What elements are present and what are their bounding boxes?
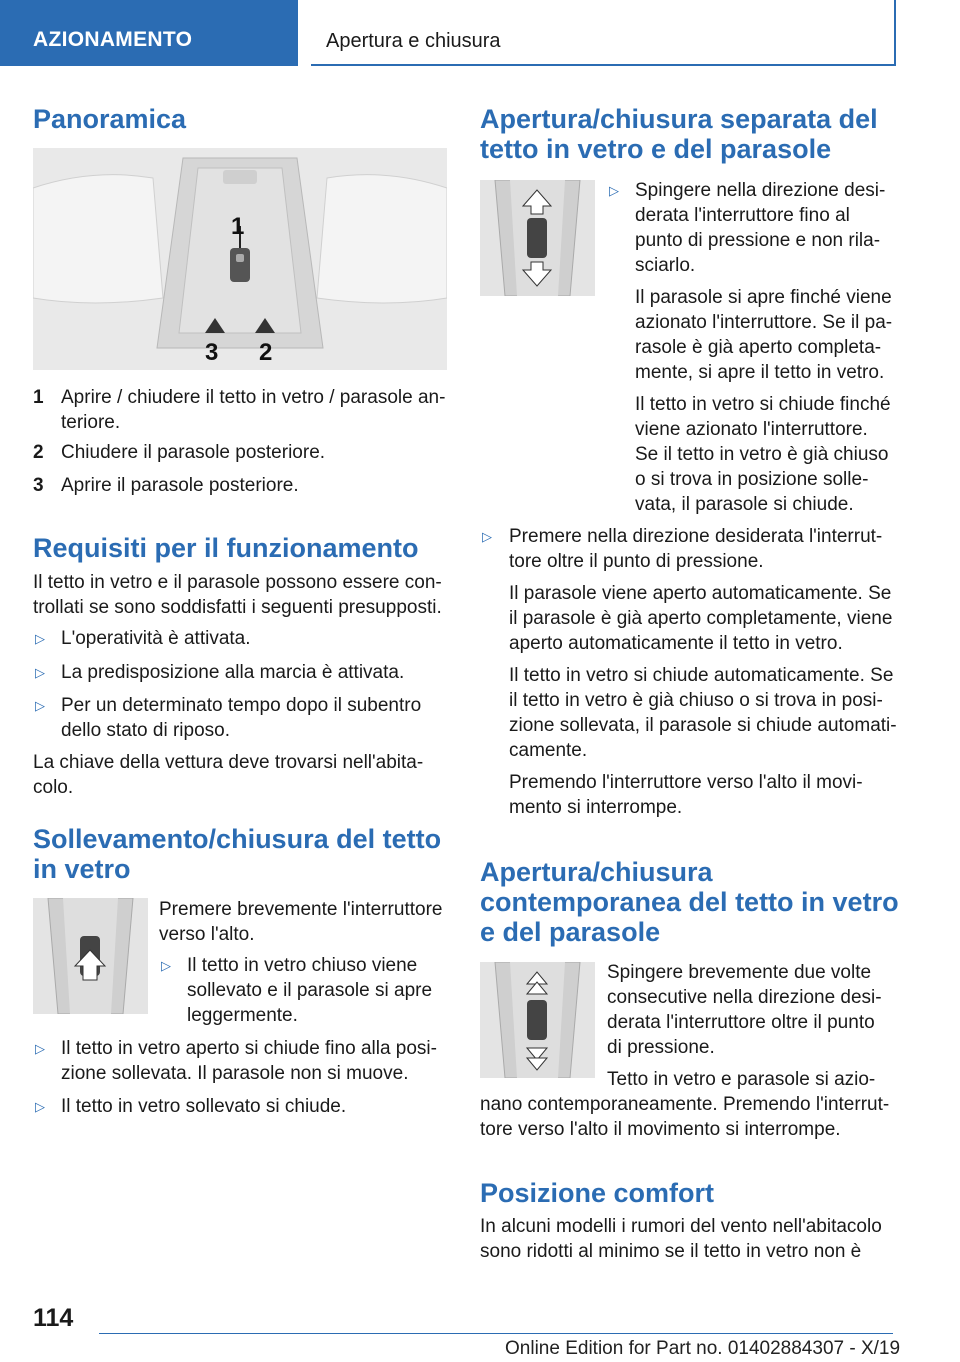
switch-double-illustration <box>480 962 595 1078</box>
page-number: 114 <box>33 1304 74 1332</box>
sollevamento-b1-3: leggermente. <box>187 1005 298 1026</box>
requisiti-bullet-2: La predisposizione alla marcia è attivata. <box>61 662 405 683</box>
switch-both-illustration <box>480 180 595 296</box>
separata-b1p2-1: Il parasole si apre finché viene <box>635 287 892 308</box>
switch-double-image <box>480 962 595 1078</box>
separata-b1-4: sciarlo. <box>635 255 696 276</box>
heading-contemporanea-3: e del parasole <box>480 917 661 947</box>
heading-comfort: Posizione comfort <box>480 1178 715 1208</box>
switch-up-image <box>33 898 148 1014</box>
item-text-2: Chiudere il parasole posteriore. <box>61 442 326 463</box>
separata-b1p2-2: azionato l'interruttore. Se il pa- <box>635 312 893 333</box>
separata-b2-2: tore oltre il punto di pressione. <box>509 551 764 572</box>
separata-b2p2-3: aperto automaticamente il tetto in vetro. <box>509 633 843 654</box>
item-text-1-cont: teriore. <box>61 412 121 433</box>
requisiti-bullet-3: Per un determinato tempo dopo il subentro <box>61 695 422 716</box>
requisiti-after-1: La chiave della vettura deve trovarsi nell'abita- <box>33 752 424 773</box>
roof-console-image <box>33 148 447 370</box>
sollevamento-b1-1: Il tetto in vetro chiuso viene <box>187 955 418 976</box>
footer-divider <box>99 1333 893 1334</box>
heading-separata-2: tetto in vetro e del parasole <box>480 134 832 164</box>
requisiti-bullet-3-cont: dello stato di riposo. <box>61 720 230 741</box>
heading-sollevamento-1: Sollevamento/chiusura del tetto <box>33 824 442 854</box>
sollevamento-b3-1: Il tetto in vetro sollevato si chiude. <box>61 1096 347 1117</box>
separata-b2-1: Premere nella direzione desiderata l'interrut- <box>509 526 883 547</box>
bullet-triangle-icon: ▷ <box>35 665 45 680</box>
item-number-3: 3 <box>33 475 44 496</box>
heading-contemporanea-2: contemporanea del tetto in vetro <box>480 887 899 917</box>
sollevamento-b1-2: sollevato e il parasole si apre <box>187 980 433 1001</box>
contemporanea-p2-1: Tetto in vetro e parasole si azio- <box>607 1069 876 1090</box>
heading-separata-1: Apertura/chiusura separata del <box>480 104 878 134</box>
callout-1: 1 <box>231 213 245 240</box>
separata-b2p3-2: il tetto in vetro è già chiuso o si trova in posi- <box>509 690 883 711</box>
section-tab <box>0 0 298 66</box>
separata-b2p4-2: mento si interrompe. <box>509 797 683 818</box>
footer-edition: Online Edition for Part no. 01402884307 - X/19 <box>505 1338 901 1359</box>
separata-b2p2-1: Il parasole viene aperto automaticamente. Se <box>509 583 892 604</box>
separata-b1p2-4: mente, si apre il tetto in vetro. <box>635 362 885 383</box>
contemporanea-p1-1: Spingere brevemente due volte <box>607 962 872 983</box>
separata-b1p3-2: viene azionato l'interruttore. <box>635 419 868 440</box>
requisiti-after-2: colo. <box>33 777 74 798</box>
comfort-p1-2: sono ridotti al minimo se il tetto in vetro non è <box>480 1241 862 1262</box>
contemporanea-p2-2: nano contemporaneamente. Premendo l'interrut- <box>480 1094 890 1115</box>
heading-requisiti: Requisiti per il funzionamento <box>33 533 419 563</box>
contemporanea-p2-3: tore verso l'alto il movimento si interrompe. <box>480 1119 841 1140</box>
separata-b2p3-1: Il tetto in vetro si chiude automaticamente. Se <box>509 665 894 686</box>
bullet-triangle-icon: ▷ <box>35 1041 45 1056</box>
callout-2: 2 <box>259 339 273 366</box>
separata-b1-3: punto di pressione e non rila- <box>635 230 881 251</box>
switch-both-image <box>480 180 595 296</box>
bullet-triangle-icon: ▷ <box>35 631 45 646</box>
heading-panoramica: Panoramica <box>33 104 187 134</box>
separata-b2p2-2: il parasole è già aperto completamente, viene <box>509 608 893 629</box>
heading-sollevamento-2: in vetro <box>33 854 131 884</box>
header-title: Apertura e chiusura <box>326 30 501 52</box>
switch-up-illustration <box>33 898 148 1014</box>
requisiti-bullet-1: L'operatività è attivata. <box>61 628 251 649</box>
requisiti-intro-1: Il tetto in vetro e il parasole possono essere con- <box>33 572 442 593</box>
contemporanea-p1-4: di pressione. <box>607 1037 715 1058</box>
bullet-triangle-icon: ▷ <box>161 958 171 973</box>
heading-contemporanea-1: Apertura/chiusura <box>480 857 713 887</box>
item-text-1: Aprire / chiudere il tetto in vetro / parasole an- <box>61 387 446 408</box>
sollevamento-intro-1: Premere brevemente l'interruttore <box>159 899 443 920</box>
separata-b1p3-3: Se il tetto in vetro è già chiuso <box>635 444 889 465</box>
header-title-box <box>311 0 896 66</box>
contemporanea-p1-2: consecutive nella direzione desi- <box>607 987 882 1008</box>
item-number-2: 2 <box>33 442 44 463</box>
sollevamento-intro-2: verso l'alto. <box>159 924 255 945</box>
contemporanea-p1-3: derata l'interruttore oltre il punto <box>607 1012 875 1033</box>
separata-b2p3-3: zione sollevata, il parasole si chiude automati- <box>509 715 897 736</box>
roof-console-illustration <box>33 148 447 370</box>
separata-b1p2-3: rasole è già aperto completa- <box>635 337 882 358</box>
separata-b1p3-5: vata, il parasole si chiude. <box>635 494 854 515</box>
separata-b2p3-4: camente. <box>509 740 588 761</box>
item-text-3: Aprire il parasole posteriore. <box>61 475 299 496</box>
section-label: AZIONAMENTO <box>33 28 193 51</box>
separata-b1-1: Spingere nella direzione desi- <box>635 180 886 201</box>
requisiti-intro-2: trollati se sono soddisfatti i seguenti presupposti. <box>33 597 442 618</box>
bullet-triangle-icon: ▷ <box>35 698 45 713</box>
comfort-p1-1: In alcuni modelli i rumori del vento nell'abitacolo <box>480 1216 882 1237</box>
callout-3: 3 <box>205 339 219 366</box>
bullet-triangle-icon: ▷ <box>609 183 619 198</box>
separata-b2p4-1: Premendo l'interruttore verso l'alto il movi- <box>509 772 863 793</box>
separata-b1p3-1: Il tetto in vetro si chiude finché <box>635 394 891 415</box>
sollevamento-b2-2: zione sollevata. Il parasole non si muove. <box>61 1063 409 1084</box>
separata-b1-2: derata l'interruttore fino al <box>635 205 850 226</box>
sollevamento-b2-1: Il tetto in vetro aperto si chiude fino alla posi- <box>61 1038 437 1059</box>
bullet-triangle-icon: ▷ <box>35 1099 45 1114</box>
separata-b1p3-4: o si trova in posizione solle- <box>635 469 869 490</box>
bullet-triangle-icon: ▷ <box>482 529 492 544</box>
item-number-1: 1 <box>33 387 44 408</box>
